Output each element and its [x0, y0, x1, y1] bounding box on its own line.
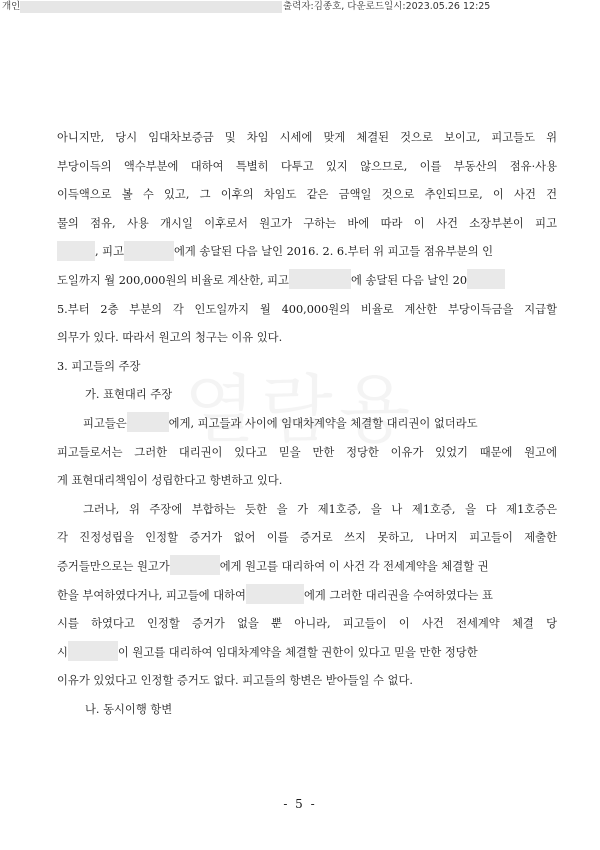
body-line: 5.부터 2층 부분의 각 인도일까지 월 400,000원의 비율로 계산한 부당이득금을 지급할	[57, 302, 557, 316]
section-heading: 3. 피고들의 주장	[57, 359, 141, 373]
redaction-mask	[124, 241, 174, 261]
body-line: 이득액으로 볼 수 있고, 그 이후의 차임도 같은 금액일 것으로 추인되므로, 이 사건 건	[57, 188, 557, 202]
body-line: 피고들로서는 그러한 대리권이 있다고 믿을 만한 정당한 이유가 있었기 때문에 원고에	[57, 445, 557, 459]
body-line: 부당이득의 액수부분에 대하여 특별히 다투고 있지 않으므로, 이를 부동산의 점유·사용	[57, 159, 557, 173]
header-download-info: 출력자:김종호, 다운로드일시:2023.05.26 12:25	[283, 1, 491, 12]
body-line: 증거들만으로는 원고가 에게 원고를 대리하여 이 사건 각 전세계약을 체결할 권	[57, 553, 557, 582]
body-line: 이유가 있었다고 인정할 증거도 없다. 피고들의 항변은 받아들일 수 없다.	[57, 674, 413, 688]
body-line: 물의 점유, 사용 개시일 이후로서 원고가 구하는 바에 따라 이 사건 소장부본이 피고	[57, 216, 557, 230]
body-line: 의무가 있다. 따라서 원고의 청구는 이유 있다.	[57, 331, 283, 345]
body-line: 그러나, 위 주장에 부합하는 듯한 을 가 제1호증, 을 나 제1호증, 을 다 제1호증은	[83, 502, 557, 516]
redaction-mask	[246, 584, 304, 604]
redaction-mask	[289, 269, 351, 289]
body-line: , 피고 에게 송달된 다음 날인 2016. 2. 6.부터 위 피고들 점유부분의 인	[57, 238, 557, 267]
redaction-mask	[127, 412, 169, 432]
body-line: 시를 하였다고 인정할 증거가 없을 뿐 아니라, 피고들이 이 사건 전세계약 체결 당	[57, 617, 557, 631]
subsection-heading: 나. 동시이행 항변	[85, 702, 173, 716]
body-line: 피고들은 에게, 피고들과 사이에 임대차계약을 체결할 대리권이 없더라도	[57, 410, 557, 439]
redaction-mask	[57, 241, 95, 261]
redaction-mask	[68, 641, 118, 661]
body-line: 아니지만, 당시 임대차보증금 및 차임 시세에 맞게 체결된 것으로 보이고, 피고들도 위	[57, 131, 557, 144]
subsection-heading: 가. 표현대리 주장	[85, 388, 173, 402]
download-header	[0, 0, 600, 14]
body-line: 각 진정성립을 인정할 증거가 없어 이를 증거로 쓰지 못하고, 나머지 피고들이 제출한	[57, 531, 557, 545]
body-line: 도일까지 월 200,000원의 비율로 계산한, 피고 에 송달된 다음 날인 20	[57, 267, 557, 296]
document-body	[57, 124, 557, 724]
body-line: 게 표현대리책임이 성립한다고 항변하고 있다.	[57, 474, 283, 488]
header-left-text: 개인	[2, 1, 21, 12]
redaction-mask	[467, 269, 505, 289]
page-number: - 5 -	[283, 797, 317, 811]
body-line: 시 이 원고를 대리하여 임대차계약을 체결할 권한이 있다고 믿을 만한 정당한	[57, 639, 557, 668]
redaction-mask	[170, 555, 220, 575]
redaction-mask	[20, 1, 282, 13]
body-line: 한을 부여하였다거나, 피고들에 대하여 에게 그러한 대리권을 수여하였다는 표	[57, 582, 557, 611]
